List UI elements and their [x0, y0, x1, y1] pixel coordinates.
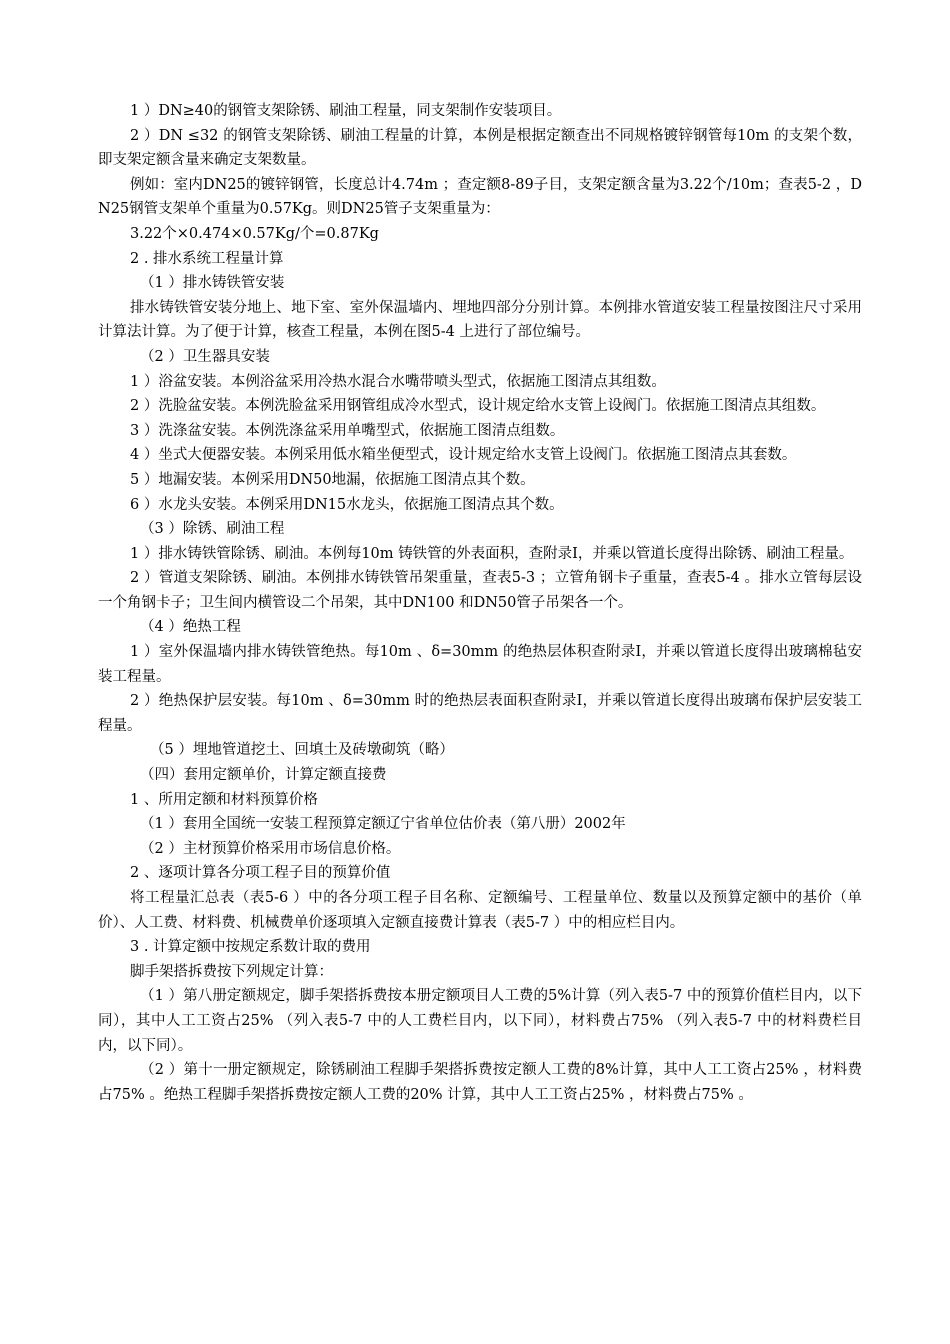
paragraph-p28: 3 . 计算定额中按规定系数计取的费用	[130, 939, 371, 956]
paragraph-p21: （5 ）埋地管道挖土、回填土及砖墩砌筑（略）	[150, 742, 454, 759]
paragraph-p2: 2 ）DN ≤32 的钢管支架除锈、刷油工程量的计算，本例是根据定额查出不同规格镀锌钢管每10m 的支架个数，即支架定额含量来确定支架数量。	[98, 127, 862, 169]
paragraph-p19: 1 ）室外保温墙内排水铸铁管绝热。每10m 、δ=30mm 的绝热层体积查附录Ⅰ，并乘以管道长度得出玻璃棉毡安装工程量。	[98, 644, 862, 685]
paragraph-p7: 排水铸铁管安装分地上、地下室、室外保温墙内、埋地四部分分别计算。本例排水管道安装工程量按图注尺寸采用计算法计算。为了便于计算，核查工程量，本例在图5-4 上进行了部位编号。	[98, 299, 862, 341]
paragraph-p9: 1 ）浴盆安装。本例浴盆采用冷热水混合水嘴带喷头型式，依据施工图清点其组数。	[130, 373, 666, 390]
paragraph-p4: 3.22个×0.474×0.57Kg/个=0.87Kg	[130, 225, 379, 242]
paragraph-p15: （3 ）除锈、刷油工程	[140, 521, 285, 538]
paragraph-p12: 4 ）坐式大便器安装。本例采用低水箱坐便型式，设计规定给水支管上设阀门。依据施工图清点其套数。	[130, 447, 797, 464]
paragraph-p11: 3 ）洗涤盆安装。本例洗涤盆采用单嘴型式，依据施工图清点组数。	[130, 422, 565, 439]
paragraph-p18: （4 ）绝热工程	[140, 619, 241, 636]
paragraph-p1: 1 ）DN≥40的钢管支架除锈、刷油工程量，同支架制作安装项目。	[130, 103, 562, 119]
paragraph-p30: （1 ）第八册定额规定，脚手架搭拆费按本册定额项目人工费的5%计算（列入表5-7 中的预算价值栏目内，以下同），其中人工工资占25% （列入表5-7 中的人工费栏目内，以下同），材料费占75% （列入表5-7 中的材料费栏目内，以下同）。	[98, 988, 862, 1054]
paragraph-p25: （2 ）主材预算价格采用市场信息价格。	[140, 840, 401, 857]
paragraph-p17: 2 ）管道支架除锈、刷油。本例排水铸铁管吊架重量，查表5-3 ；立管角钢卡子重量，查表5-4 。排水立管每层设一个角钢卡子；卫生间内横管设二个吊架，其中DN100 和DN50管子吊架各一个。	[98, 570, 862, 611]
paragraph-p27: 将工程量汇总表（表5-6 ）中的各分项工程子目名称、定额编号、工程量单位、数量以及预算定额中的基价（单价）、人工费、材料费、机械费单价逐项填入定额直接费计算表（表5-7 ）中的相应栏目内。	[98, 890, 862, 931]
paragraph-p24: （1 ）套用全国统一安装工程预算定额辽宁省单位估价表（第八册）2002年	[140, 816, 626, 833]
paragraph-p20: 2 ）绝热保护层安装。每10m 、δ=30mm 时的绝热层表面积查附录Ⅰ，并乘以管道长度得出玻璃布保护层安装工程量。	[98, 693, 862, 734]
paragraph-p5: 2 . 排水系统工程量计算	[130, 250, 284, 267]
paragraph-p3: 例如：室内DN25的镀锌钢管，长度总计4.74m ；查定额8-89子目，支架定额含量为3.22个/10m；查表5-2 ，DN25钢管支架单个重量为0.57Kg。则DN25管子支架重量为：	[98, 176, 862, 218]
paragraph-p16: 1 ）排水铸铁管除锈、刷油。本例每10m 铸铁管的外表面积，查附录Ⅰ，并乘以管道长度得出除锈、刷油工程量。	[130, 545, 854, 562]
document-body	[98, 99, 862, 1107]
paragraph-p31: （2 ）第十一册定额规定，除锈刷油工程脚手架搭拆费按定额人工费的8%计算，其中人工工资占25% ，材料费占75% 。绝热工程脚手架搭拆费按定额人工费的20% 计算，其中人工工资占25% ，材料费占75% 。	[98, 1062, 862, 1103]
paragraph-p6: （1 ）排水铸铁管安装	[140, 275, 285, 292]
paragraph-p14: 6 ）水龙头安装。本例采用DN15水龙头，依据施工图清点其个数。	[130, 496, 564, 513]
paragraph-p8: （2 ）卫生器具安装	[140, 348, 270, 365]
paragraph-p29: 脚手架搭拆费按下列规定计算：	[130, 963, 333, 980]
paragraph-p13: 5 ）地漏安装。本例采用DN50地漏，依据施工图清点其个数。	[130, 471, 535, 488]
paragraph-p23: 1 、所用定额和材料预算价格	[130, 791, 318, 808]
paragraph-p10: 2 ）洗脸盆安装。本例洗脸盆采用钢管组成冷水型式，设计规定给水支管上设阀门。依据施工图清点其组数。	[130, 398, 826, 415]
paragraph-p22: （四）套用定额单价，计算定额直接费	[140, 767, 387, 784]
paragraph-p26: 2 、逐项计算各分项工程子目的预算价值	[130, 865, 391, 882]
